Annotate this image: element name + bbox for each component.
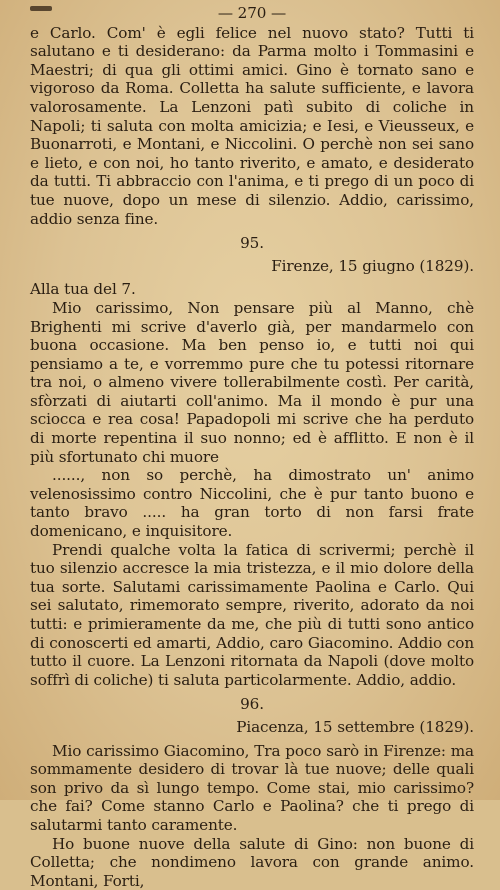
- letter-96-paragraph: Ho buone nuove della salute di Gino: non buone di Colletta; che nondimeno lavora con grande animo. Montani, Forti,: [30, 834, 474, 890]
- page-number: — 270 —: [217, 4, 287, 22]
- letter-95-paragraph: ......, non so perchè, ha dimostrato un' animo velenosissimo contro Niccolini, che è pur tanto buono e tanto bravo ..... ha gran torto di non farsi frate domenicano, e inquisitore.: [30, 466, 474, 541]
- dateline-96: Piacenza, 15 settembre (1829).: [236, 717, 474, 736]
- letter-95-paragraph: Prendi qualche volta la fatica di scrivermi; perchè il tuo silenzio accresce la mia tristezza, e il mio dolore della tua sorte. Salutami carissimamente Paolina e Carlo. Qui sei salutato, rimemorato sempre, riverito, adorato da noi tutti: e primieramente da me, che più di tutti sono antico di conoscerti ed amarti, Addio, caro Giacomino. Addio con tutto il cuore. La Lenzoni ritornata da Napoli (dove molto soffrì di coliche) ti saluta particolarmente. Addio, addio.: [30, 540, 474, 689]
- ink-stain: [30, 6, 52, 11]
- letter-96-paragraph: Mio carissimo Giacomino, Tra poco sarò in Firenze: ma sommamente desidero di trovar là tue nuove; delle quali son privo da sì lungo tempo. Come stai, mio carissimo? che fai? Come stanno Carlo e Paolina? che ti prego di salutarmi tanto caramente.: [30, 741, 474, 834]
- letter-95-reference: Alla tua del 7.: [30, 280, 136, 299]
- letter-number-95: 95.: [240, 234, 264, 253]
- letter-95-paragraph: Mio carissimo, Non pensare più al Manno, chè Brighenti mi scrive d'averlo già, per mandarmelo con buona occasione. Ma ben penso io, e tutti noi qui pensiamo a te, e vorremmo pure che tu potessi ritornare tra noi, o almeno vivere tollerabilmente costì. Per carità, sfòrzati di aiutarti coll'animo. Ma il mondo è pur una sciocca e rea cosa! Papadopoli mi scrive che ha perduto di morte repentina il suo nonno; ed è afflitto. E non è il più sfortunato chi muore: [30, 298, 474, 466]
- letter-number-96: 96.: [240, 695, 264, 714]
- dateline-95: Firenze, 15 giugno (1829).: [271, 256, 474, 275]
- paragraph-continuation: e Carlo. Com' è egli felice nel nuovo stato? Tutti ti salutano e ti desiderano: da Parma molto i Tommasini e Maestri; di qua gli ottimi amici. Gino è tornato sano e vigoroso da Roma. Colletta ha salute sufficiente, e lavora valorosamente. La Lenzoni patì subito di coliche in Napoli; ti saluta con molta amicizia; e Iesi, e Vieusseux, e Buonarroti, e Montani, e Niccolini. O perchè non sei sano e lieto, e con noi, ho tanto riverito, e amato, e desiderato da tutti. Ti abbraccio con l'anima, e ti prego di un poco di tue nuove, dopo un mese di silenzio. Addio, carissimo, addio senza fine.: [30, 23, 474, 228]
